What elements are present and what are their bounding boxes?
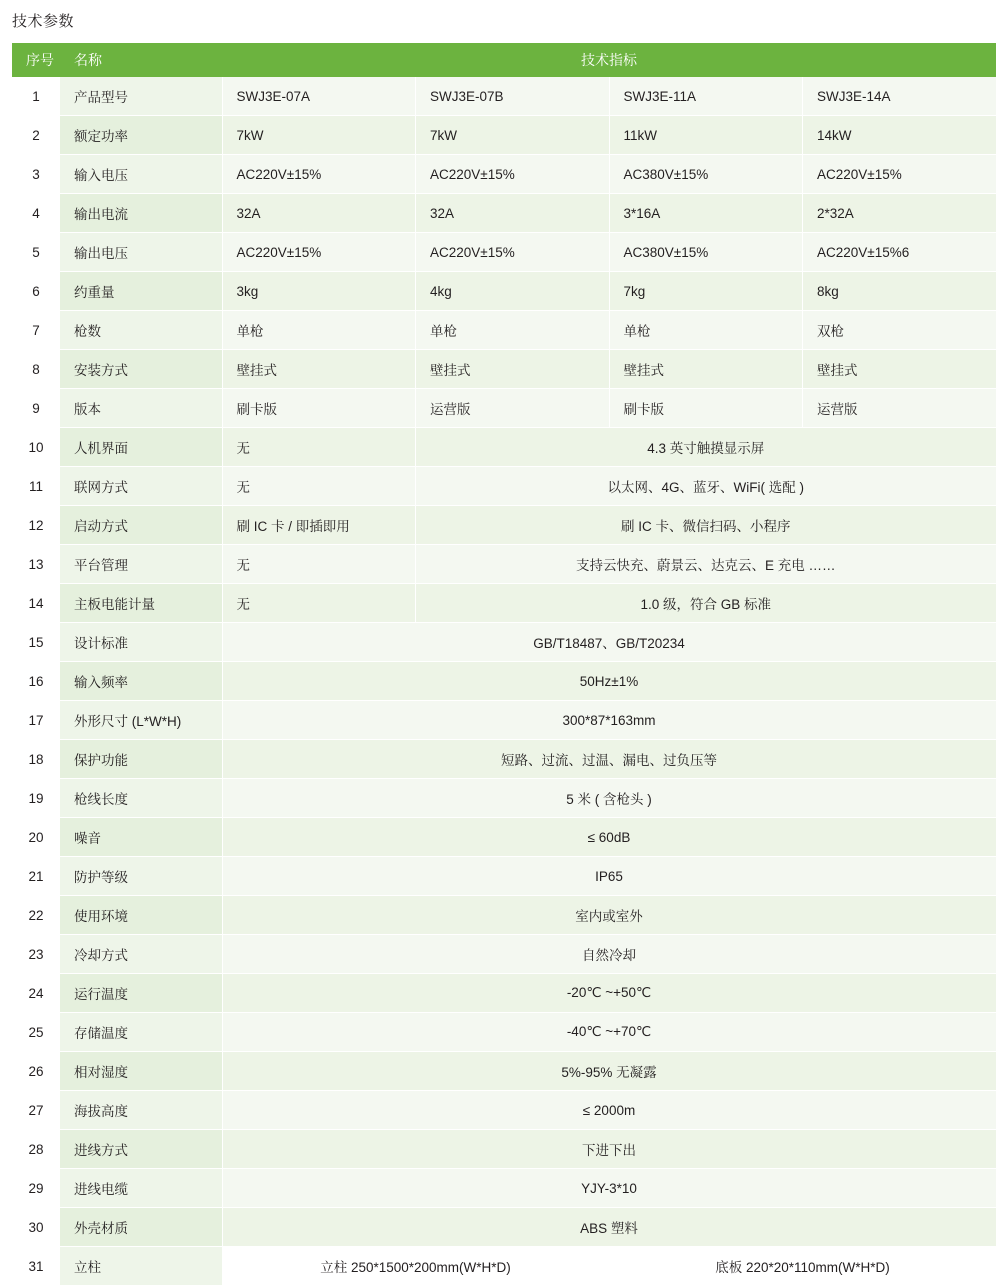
row-label: 联网方式 [60,467,222,506]
row-value: 双枪 [803,311,997,350]
row-value: 300*87*163mm [222,701,996,740]
row-label: 运行温度 [60,974,222,1013]
row-value: 8kg [803,272,997,311]
row-value: 7kg [609,272,803,311]
table-row [12,545,996,584]
table-row [12,506,996,545]
table-row [12,116,996,155]
row-label: 进线电缆 [60,1169,222,1208]
table-row [12,233,996,272]
table-header [12,43,996,77]
row-label: 安装方式 [60,350,222,389]
row-label: 输入电压 [60,155,222,194]
row-label: 产品型号 [60,77,222,116]
row-number: 11 [12,467,60,506]
row-label: 存储温度 [60,1013,222,1052]
row-value: AC380V±15% [609,233,803,272]
row-number: 6 [12,272,60,311]
row-value: 无 [222,584,416,623]
row-value: AC220V±15% [222,155,416,194]
row-value: 刷卡版 [609,389,803,428]
row-label: 噪音 [60,818,222,857]
row-label: 版本 [60,389,222,428]
row-number: 16 [12,662,60,701]
row-label: 枪数 [60,311,222,350]
table-body [12,77,996,1285]
row-value: 立柱 250*1500*200mm(W*H*D) [222,1247,609,1285]
table-row [12,350,996,389]
row-value: 短路、过流、过温、漏电、过负压等 [222,740,996,779]
table-row [12,1169,996,1208]
row-value: AC220V±15% [416,155,610,194]
row-number: 15 [12,623,60,662]
row-label: 启动方式 [60,506,222,545]
row-number: 21 [12,857,60,896]
row-value: 运营版 [416,389,610,428]
row-value: 7kW [222,116,416,155]
row-value: 支持云快充、蔚景云、达克云、E 充电 …… [416,545,997,584]
row-value: 刷 IC 卡、微信扫码、小程序 [416,506,997,545]
table-row [12,662,996,701]
row-number: 2 [12,116,60,155]
table-row [12,935,996,974]
table-row [12,77,996,116]
row-number: 28 [12,1130,60,1169]
row-value: SWJ3E-11A [609,77,803,116]
row-value: 32A [222,194,416,233]
row-value: SWJ3E-07A [222,77,416,116]
table-header-row [12,43,996,77]
row-number: 3 [12,155,60,194]
table-row [12,1208,996,1247]
row-label: 额定功率 [60,116,222,155]
row-value: 刷卡版 [222,389,416,428]
row-number: 5 [12,233,60,272]
row-value: 下进下出 [222,1130,996,1169]
table-row [12,389,996,428]
row-label: 枪线长度 [60,779,222,818]
table-row [12,1013,996,1052]
table-row [12,311,996,350]
row-value: 5 米 ( 含枪头 ) [222,779,996,818]
row-value: -20℃ ~+50℃ [222,974,996,1013]
row-value: AC220V±15%6 [803,233,997,272]
row-value: 1.0 级，符合 GB 标准 [416,584,997,623]
row-number: 9 [12,389,60,428]
row-label: 冷却方式 [60,935,222,974]
row-value: 壁挂式 [416,350,610,389]
row-value: IP65 [222,857,996,896]
row-label: 使用环境 [60,896,222,935]
specification-table [12,43,997,1285]
row-value: SWJ3E-07B [416,77,610,116]
row-number: 29 [12,1169,60,1208]
row-value: 11kW [609,116,803,155]
row-label: 保护功能 [60,740,222,779]
column-header-spec: 技术指标 [222,43,996,77]
row-value: 4.3 英寸触摸显示屏 [416,428,997,467]
table-row [12,1247,996,1285]
row-number: 8 [12,350,60,389]
row-value: 50Hz±1% [222,662,996,701]
row-value: 运营版 [803,389,997,428]
row-number: 30 [12,1208,60,1247]
row-value: 自然冷却 [222,935,996,974]
row-number: 19 [12,779,60,818]
row-number: 1 [12,77,60,116]
row-label: 防护等级 [60,857,222,896]
row-label: 设计标准 [60,623,222,662]
row-value: 壁挂式 [609,350,803,389]
row-value: ≤ 60dB [222,818,996,857]
table-row [12,701,996,740]
row-number: 13 [12,545,60,584]
row-value: 无 [222,467,416,506]
row-number: 27 [12,1091,60,1130]
table-row [12,1091,996,1130]
table-row [12,779,996,818]
row-value: 壁挂式 [222,350,416,389]
row-value: 4kg [416,272,610,311]
page-title: 技术参数 [12,10,992,31]
table-row [12,155,996,194]
table-row [12,467,996,506]
row-value: 32A [416,194,610,233]
row-value: 刷 IC 卡 / 即插即用 [222,506,416,545]
row-label: 外壳材质 [60,1208,222,1247]
table-row [12,272,996,311]
row-label: 海拔高度 [60,1091,222,1130]
row-label: 进线方式 [60,1130,222,1169]
row-value: 无 [222,428,416,467]
row-number: 24 [12,974,60,1013]
table-row [12,584,996,623]
row-number: 14 [12,584,60,623]
column-header-no: 序号 [12,43,60,77]
row-number: 18 [12,740,60,779]
table-row [12,1130,996,1169]
row-label: 输出电压 [60,233,222,272]
table-row [12,740,996,779]
row-value: 7kW [416,116,610,155]
row-label: 输入频率 [60,662,222,701]
row-value: 单枪 [416,311,610,350]
row-value: YJY-3*10 [222,1169,996,1208]
row-value: AC220V±15% [222,233,416,272]
row-value: AC220V±15% [803,155,997,194]
table-row [12,974,996,1013]
row-value: SWJ3E-14A [803,77,997,116]
row-label: 相对湿度 [60,1052,222,1091]
row-label: 人机界面 [60,428,222,467]
row-value: 无 [222,545,416,584]
row-value: -40℃ ~+70℃ [222,1013,996,1052]
row-value: 单枪 [609,311,803,350]
table-row [12,428,996,467]
row-number: 7 [12,311,60,350]
table-row [12,818,996,857]
row-number: 20 [12,818,60,857]
row-label: 主板电能计量 [60,584,222,623]
row-value: ≤ 2000m [222,1091,996,1130]
row-value: 2*32A [803,194,997,233]
row-label: 输出电流 [60,194,222,233]
row-value: ABS 塑料 [222,1208,996,1247]
row-value: 3kg [222,272,416,311]
row-value: 单枪 [222,311,416,350]
row-value: GB/T18487、GB/T20234 [222,623,996,662]
table-row [12,1052,996,1091]
row-number: 10 [12,428,60,467]
row-label: 约重量 [60,272,222,311]
row-value: 14kW [803,116,997,155]
row-number: 25 [12,1013,60,1052]
row-value: 室内或室外 [222,896,996,935]
row-label: 外形尺寸 (L*W*H) [60,701,222,740]
row-value: 底板 220*20*110mm(W*H*D) [609,1247,996,1285]
row-number: 12 [12,506,60,545]
row-value: AC380V±15% [609,155,803,194]
column-header-name: 名称 [60,43,222,77]
table-row [12,194,996,233]
row-number: 23 [12,935,60,974]
row-value: 以太网、4G、蓝牙、WiFi( 选配 ) [416,467,997,506]
row-number: 31 [12,1247,60,1285]
table-row [12,623,996,662]
row-number: 22 [12,896,60,935]
row-value: 5%-95% 无凝露 [222,1052,996,1091]
row-label: 平台管理 [60,545,222,584]
row-number: 4 [12,194,60,233]
table-row [12,857,996,896]
table-row [12,896,996,935]
row-value: 3*16A [609,194,803,233]
row-number: 26 [12,1052,60,1091]
row-value: AC220V±15% [416,233,610,272]
row-number: 17 [12,701,60,740]
row-value: 壁挂式 [803,350,997,389]
row-label: 立柱 [60,1247,222,1285]
